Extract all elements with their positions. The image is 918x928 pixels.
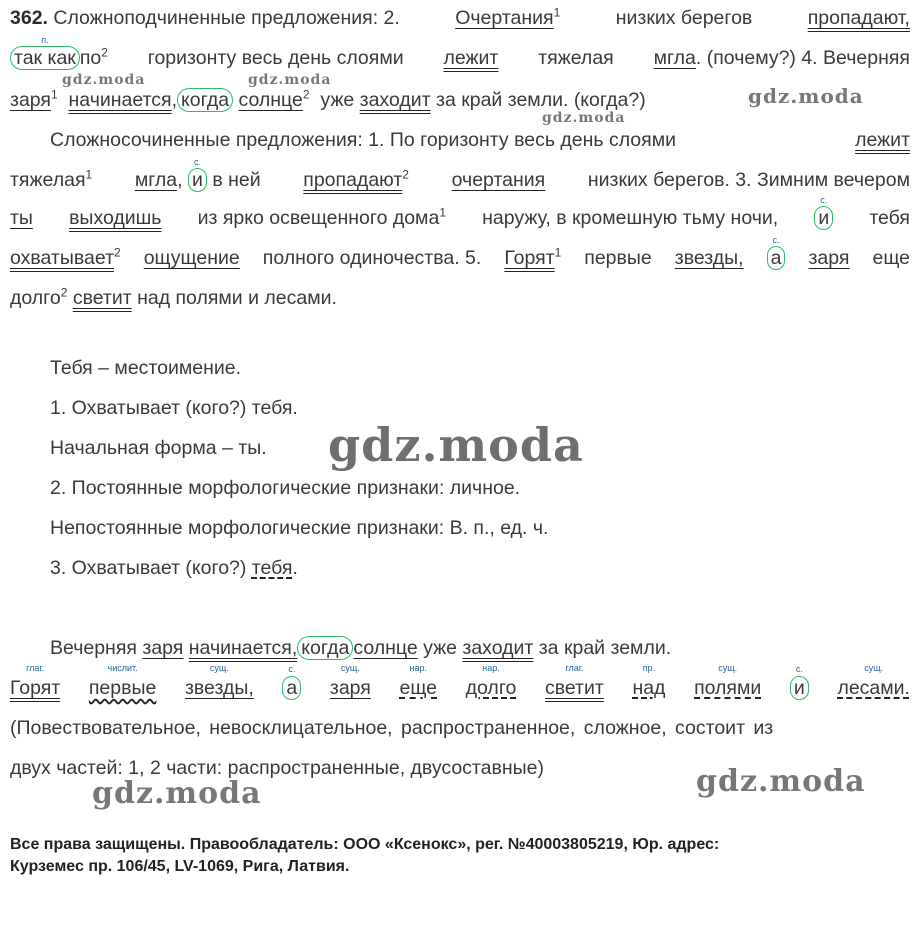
- superscript: 1: [553, 5, 561, 20]
- text: Сложносочиненные предложения: 1. По горизонту весь день слоями: [50, 129, 677, 151]
- superscript: 2: [101, 45, 108, 60]
- predicate-word: Горят: [504, 247, 555, 269]
- watermark: gdz.moda: [748, 84, 864, 108]
- subject-word: ощущение: [143, 247, 240, 269]
- text-line: заря$^1$ начинается, когда солнце$^2$ уже заходит за край земли. (когда?): [10, 87, 646, 111]
- conjunction-circle: [188, 157, 207, 192]
- subject-word: заря: [808, 247, 850, 269]
- analysis-sentence: [50, 636, 910, 660]
- description-line: двух частей: 1, 2 части: распространенные, двусоставные): [10, 757, 544, 779]
- text: так как: [14, 47, 76, 69]
- parsed-word: [790, 664, 809, 700]
- text: тебя: [869, 207, 910, 229]
- subject-word: мгла: [134, 169, 178, 191]
- superscript: 2: [114, 245, 121, 260]
- text: а: [770, 247, 782, 269]
- parsed-word: [88, 663, 157, 700]
- pos-tag: с.: [288, 664, 296, 674]
- pos-tag: с.: [795, 664, 803, 674]
- text: (Повествовательное, невосклицательное, распространенное, сложное, состоит из: [10, 717, 774, 739]
- word: светит: [544, 677, 604, 699]
- superscript: 1: [50, 87, 58, 102]
- analysis-sentence: [10, 663, 910, 700]
- morph-line: [50, 556, 910, 580]
- parsed-word: [10, 663, 61, 700]
- text: низких берегов. 3. Зимним вечером: [587, 169, 910, 191]
- conjunction-circle: [814, 195, 833, 230]
- pos-tag: с.: [820, 195, 828, 205]
- text-line: [10, 6, 910, 30]
- footer-line: Все права защищены. Правообладатель: ООО «Ксенокс», рег. №40003805219, Юр. адрес:: [10, 836, 720, 853]
- subject-word: заря: [142, 637, 184, 659]
- text: . (почему?) 4. Вечерняя: [695, 47, 910, 69]
- text: полного одиночества. 5.: [262, 247, 482, 269]
- text: и: [192, 169, 203, 191]
- pos-tag: с.: [193, 157, 201, 167]
- text: за край земли.: [538, 637, 672, 659]
- text: из ярко освещенного дома: [197, 207, 440, 229]
- word: и: [793, 677, 805, 699]
- predicate-word: охватывает: [10, 247, 114, 269]
- text: когда: [181, 89, 230, 111]
- superscript: 2: [60, 285, 68, 300]
- pos-tag: п.: [41, 35, 49, 45]
- text-line: [50, 128, 910, 152]
- conjunction-circle: [177, 88, 233, 112]
- watermark: gdz.moda: [696, 764, 866, 799]
- text: над полями и лесами.: [137, 287, 337, 309]
- text: тяжелая: [538, 47, 614, 69]
- exercise-number: 362.: [10, 7, 48, 29]
- text: низких берегов: [615, 7, 753, 29]
- watermark: gdz.moda: [248, 72, 332, 88]
- text: первые: [584, 247, 652, 269]
- predicate-word: выходишь: [69, 207, 162, 229]
- parsed-word: [694, 663, 762, 700]
- description-line: [10, 716, 910, 740]
- morph-line: Тебя – местоимение.: [50, 357, 242, 379]
- text: по: [79, 47, 102, 69]
- predicate-word: пропадают: [303, 169, 403, 191]
- subject-word: ты: [10, 207, 33, 229]
- parsed-word: [329, 663, 371, 700]
- word: звезды,: [184, 677, 254, 699]
- text-line: тяжелая$^1$ мгла, с. и в ней пропадают$^2$ очертания низких берегов. 3. Зимним вечером: [10, 157, 910, 191]
- pos-tag: нар.: [482, 663, 500, 673]
- word: полями: [694, 677, 762, 699]
- pos-tag: нар.: [409, 663, 427, 673]
- watermark: gdz.moda: [542, 110, 626, 126]
- text: тяжелая: [10, 169, 86, 191]
- subject-word: солнце: [238, 89, 303, 111]
- text: за край земли. (когда?): [436, 89, 646, 111]
- text: горизонту весь день слоями: [147, 47, 404, 69]
- text: 3. Охватывает (кого?): [50, 557, 247, 579]
- pos-tag: с.: [772, 235, 780, 245]
- text: Сложноподчиненные предложения: 2.: [53, 7, 400, 29]
- subject-word: солнце: [353, 637, 418, 659]
- parsed-word: [632, 663, 666, 700]
- parsed-word: [837, 663, 910, 700]
- watermark: gdz.moda: [92, 776, 262, 811]
- predicate-word: пропадают,: [807, 7, 910, 29]
- superscript: 1: [554, 245, 562, 260]
- subject-word: заря: [10, 89, 51, 111]
- text-line: [10, 195, 910, 230]
- text: еще: [872, 247, 910, 269]
- pos-tag: сущ.: [718, 663, 738, 673]
- pos-tag: глаг.: [565, 663, 584, 673]
- superscript: 2: [402, 167, 409, 182]
- conjunction-circle: [10, 35, 80, 70]
- word: лесами.: [837, 677, 910, 699]
- morph-line: 2. Постоянные морфологические признаки: личное.: [50, 477, 521, 499]
- text: уже: [320, 89, 355, 111]
- subject-word: Очертания: [455, 7, 554, 29]
- predicate-word: начинается: [68, 89, 172, 111]
- word: а: [286, 677, 298, 699]
- subject-word: звезды,: [674, 247, 744, 269]
- text: когда: [301, 637, 350, 659]
- object-word: тебя: [251, 557, 293, 579]
- word: еще: [399, 677, 438, 699]
- predicate-word: светит: [72, 287, 132, 309]
- watermark: gdz.moda: [328, 418, 584, 472]
- predicate-word: начинается,: [188, 637, 298, 659]
- morph-line: 1. Охватывает (кого?) тебя.: [50, 397, 298, 419]
- subject-word: мгла: [653, 47, 696, 69]
- footer-line: Курземес пр. 106/45, LV-1069, Рига, Латвия.: [10, 858, 350, 875]
- text: и: [818, 207, 830, 229]
- text-line: [10, 286, 910, 310]
- conjunction-circle: [767, 235, 786, 270]
- text: долго: [10, 287, 61, 309]
- subject-word: очертания: [451, 169, 546, 191]
- text-line: [10, 235, 910, 270]
- text-line: [10, 35, 910, 70]
- text: Вечерняя: [50, 637, 137, 659]
- copyright-footer: [10, 834, 900, 878]
- parsed-word: [465, 663, 517, 700]
- superscript: 2: [302, 87, 310, 102]
- pos-tag: глаг.: [26, 663, 45, 673]
- parsed-word: [184, 663, 254, 700]
- pos-tag: числит.: [107, 663, 138, 673]
- predicate-word: заходит: [462, 637, 534, 659]
- pos-tag: пр.: [642, 663, 656, 673]
- word: над: [632, 677, 666, 699]
- word: первые: [88, 677, 157, 699]
- pos-tag: сущ.: [864, 663, 884, 673]
- predicate-word: лежит: [443, 47, 499, 69]
- word: долго: [465, 677, 517, 699]
- superscript: 1: [439, 205, 446, 220]
- morph-line: Непостоянные морфологические признаки: В. п., ед. ч.: [50, 517, 549, 539]
- word: заря: [329, 677, 371, 699]
- pos-tag: сущ.: [340, 663, 360, 673]
- word: Горят: [10, 677, 61, 699]
- parsed-word: [544, 663, 604, 700]
- parsed-word: [282, 664, 301, 700]
- parsed-word: [399, 663, 438, 700]
- pos-tag: сущ.: [209, 663, 229, 673]
- superscript: 1: [85, 167, 93, 182]
- watermark: gdz.moda: [62, 72, 146, 88]
- predicate-word: заходит: [359, 89, 431, 111]
- morph-line: Начальная форма – ты.: [50, 437, 267, 459]
- predicate-word: лежит: [855, 129, 910, 151]
- text: в ней: [212, 169, 261, 191]
- text: уже: [423, 637, 457, 659]
- conjunction-circle: [297, 636, 353, 660]
- text: наружу, в кромешную тьму ночи,: [482, 207, 779, 229]
- text: .: [292, 557, 298, 579]
